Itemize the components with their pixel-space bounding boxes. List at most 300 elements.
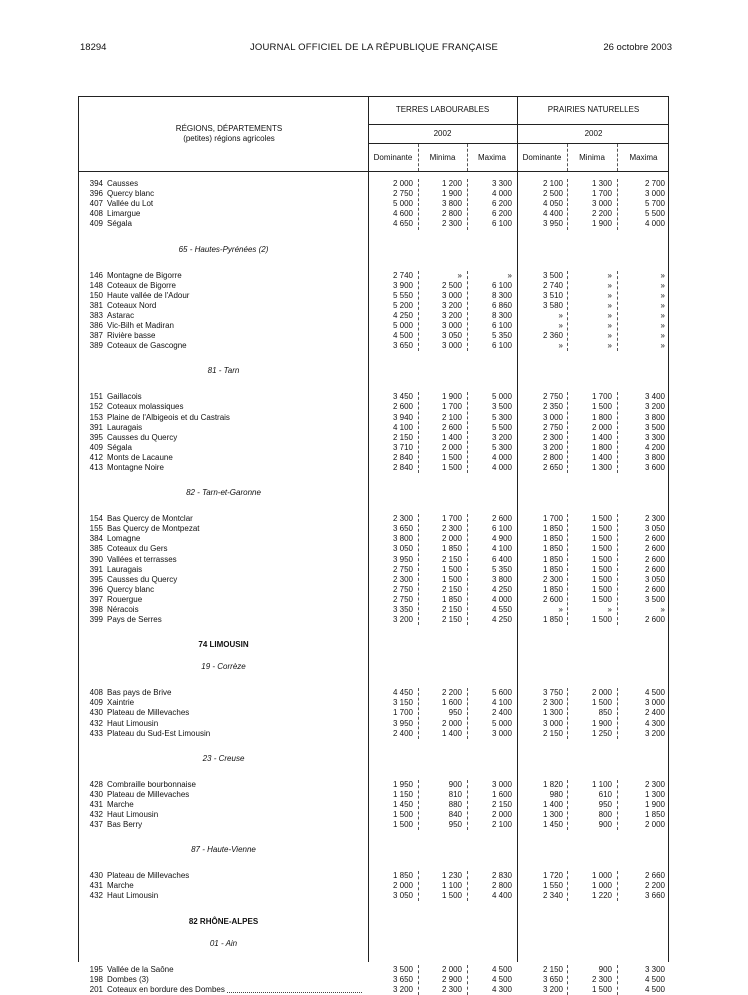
region-code: 398 xyxy=(89,605,103,614)
region-code: 391 xyxy=(89,422,103,432)
table-row xyxy=(79,392,670,402)
region-name: Vic-Bilh et Madiran xyxy=(107,321,362,331)
terres-maxima-value: 4 250 xyxy=(491,615,512,625)
table-row xyxy=(79,698,670,708)
col-header-dominante: Dominante xyxy=(522,153,562,162)
terres-dominante-value: 1 450 xyxy=(392,799,413,809)
table-row xyxy=(79,179,670,189)
region-name: Coteaux de Gascogne xyxy=(107,341,362,351)
terres-maxima-value: 2 100 xyxy=(491,820,512,830)
terres-dominante-value: 3 050 xyxy=(392,891,413,901)
issue-date: 26 octobre 2003 xyxy=(603,42,672,53)
terres-maxima-value: 4 500 xyxy=(491,974,512,984)
prairies-minima-value: 1 500 xyxy=(591,554,612,564)
prairies-minima-value: 2 000 xyxy=(591,688,612,698)
terres-dominante-value: 3 710 xyxy=(392,442,413,452)
prairies-maxima-value: 3 400 xyxy=(644,392,665,402)
terres-dominante-value: 3 450 xyxy=(392,392,413,402)
prairies-minima-value: 1 800 xyxy=(591,412,612,422)
prairies-minima-value: 1 500 xyxy=(591,584,612,594)
prairies-minima-value: 1 400 xyxy=(591,452,612,462)
prairies-maxima-value: » xyxy=(660,331,665,341)
subcol-divider xyxy=(418,871,419,901)
table-row xyxy=(79,524,670,534)
subcol-divider xyxy=(567,871,568,901)
prairies-dominante-value: 1 850 xyxy=(542,584,563,594)
subcol-divider xyxy=(467,965,468,995)
terres-dominante-value: 3 650 xyxy=(392,341,413,351)
terres-maxima-value: 4 550 xyxy=(491,605,512,614)
terres-minima-value: 840 xyxy=(448,810,462,819)
prairies-dominante-value: 1 700 xyxy=(542,514,563,524)
region-code: 383 xyxy=(89,310,103,320)
subcol-divider xyxy=(467,179,468,230)
terres-dominante-value: 3 200 xyxy=(392,984,413,994)
table-row xyxy=(79,575,670,585)
region-code: 195 xyxy=(89,964,103,974)
terres-maxima-value: 4 400 xyxy=(491,891,512,901)
prairies-maxima-value: » xyxy=(660,605,665,614)
prairies-maxima-value: » xyxy=(660,290,665,300)
prairies-minima-value: 1 500 xyxy=(591,984,612,994)
prairies-minima-value: » xyxy=(607,341,612,351)
prairies-dominante-value: 1 720 xyxy=(542,871,563,881)
terres-minima-value: 3 000 xyxy=(441,321,462,330)
prairies-minima-value: 900 xyxy=(598,964,612,974)
prairies-maxima-value: 4 300 xyxy=(644,718,665,728)
prairies-minima-value: 3 000 xyxy=(591,199,612,209)
subcol-divider xyxy=(567,271,568,352)
prairies-minima-value: 1 500 xyxy=(591,534,612,544)
prairies-maxima-value: 3 000 xyxy=(644,189,665,199)
terres-minima-value: 2 000 xyxy=(441,442,462,452)
terres-maxima-value: 3 500 xyxy=(491,402,512,412)
prairies-maxima-value: 2 600 xyxy=(644,584,665,594)
terres-minima-value: 2 900 xyxy=(441,974,462,984)
subcol-divider xyxy=(617,965,618,995)
prairies-dominante-value: 3 580 xyxy=(542,300,563,310)
department-heading: 82 - Tarn-et-Garonne xyxy=(186,488,261,498)
region-name: Plateau du Sud-Est Limousin xyxy=(107,729,362,739)
region-name: Causses du Quercy xyxy=(107,575,362,585)
prairies-dominante-value: 980 xyxy=(549,789,563,799)
region-code: 431 xyxy=(89,799,103,809)
region-code: 412 xyxy=(89,452,103,462)
terres-maxima-value: 4 250 xyxy=(491,584,512,594)
prairies-dominante-value: 1 850 xyxy=(542,544,563,554)
prairies-dominante-value: 1 550 xyxy=(542,881,563,891)
table-row xyxy=(79,975,670,985)
region-name: Dombes (3) xyxy=(107,975,362,985)
table-row xyxy=(79,555,670,565)
terres-maxima-value: 5 300 xyxy=(491,412,512,422)
prairies-maxima-value: 3 300 xyxy=(644,964,665,974)
terres-maxima-value: 5 350 xyxy=(491,331,512,341)
terres-dominante-value: 4 650 xyxy=(392,219,413,229)
region-code: 198 xyxy=(89,974,103,984)
terres-maxima-value: 2 400 xyxy=(491,708,512,718)
table-row xyxy=(79,881,670,891)
table-row xyxy=(79,189,670,199)
prairies-minima-value: 1 300 xyxy=(591,463,612,472)
terres-minima-value: 3 000 xyxy=(441,290,462,300)
prairies-maxima-value: 5 700 xyxy=(644,199,665,209)
prairies-dominante-value: 3 200 xyxy=(542,984,563,994)
region-code: 151 xyxy=(89,392,103,402)
region-name: Haut Limousin xyxy=(107,810,362,820)
col-header-maxima: Maxima xyxy=(477,153,506,162)
prairies-maxima-value: 3 600 xyxy=(644,463,665,472)
terres-minima-value: 1 600 xyxy=(441,698,462,708)
terres-dominante-value: 2 750 xyxy=(392,189,413,199)
prairies-maxima-value: 3 000 xyxy=(644,698,665,708)
prairies-maxima-value: » xyxy=(660,280,665,290)
terres-maxima-value: 4 500 xyxy=(491,964,512,974)
terres-maxima-value: 4 100 xyxy=(491,544,512,554)
department-heading: 81 - Tarn xyxy=(207,366,240,376)
region-name: Causses xyxy=(107,179,362,189)
region-code: 201 xyxy=(89,984,103,994)
table-row xyxy=(79,534,670,544)
year-header: 2002 xyxy=(584,129,603,138)
region-name: Marche xyxy=(107,881,362,891)
region-code: 384 xyxy=(89,534,103,544)
terres-minima-value: 2 800 xyxy=(441,209,462,219)
prairies-minima-value: 1 250 xyxy=(591,728,612,738)
prairies-maxima-value: 2 660 xyxy=(644,871,665,881)
prairies-minima-value: 1 000 xyxy=(591,881,612,891)
prairies-maxima-value: 5 500 xyxy=(644,209,665,219)
terres-dominante-value: 5 200 xyxy=(392,300,413,310)
land-value-table xyxy=(78,96,669,994)
subcol-divider xyxy=(467,392,468,473)
prairies-dominante-value: 1 850 xyxy=(542,534,563,544)
prairies-minima-value: 1 500 xyxy=(591,544,612,554)
prairies-minima-value: 1 800 xyxy=(591,442,612,452)
prairies-maxima-value: » xyxy=(660,321,665,330)
terres-dominante-value: 3 900 xyxy=(392,280,413,290)
prairies-minima-value: 950 xyxy=(598,799,612,809)
region-name: Haut Limousin xyxy=(107,719,362,729)
table-row xyxy=(79,615,670,625)
terres-minima-value: 2 100 xyxy=(441,412,462,422)
terres-dominante-value: 5 000 xyxy=(392,321,413,330)
terres-maxima-value: 6 100 xyxy=(491,524,512,534)
region-code: 409 xyxy=(89,442,103,452)
terres-minima-value: 3 000 xyxy=(441,341,462,351)
region-heading: 74 LIMOUSIN xyxy=(198,640,249,650)
subcol-divider xyxy=(418,271,419,352)
region-code: 395 xyxy=(89,574,103,584)
prairies-dominante-value: 1 450 xyxy=(542,820,563,830)
region-name: Monts de Lacaune xyxy=(107,453,362,463)
terres-maxima-value: 4 000 xyxy=(491,463,512,472)
region-code: 409 xyxy=(89,219,103,229)
terres-maxima-value: 4 300 xyxy=(491,984,512,994)
terres-dominante-value: 3 050 xyxy=(392,544,413,554)
prairies-dominante-value: 3 750 xyxy=(542,688,563,698)
table-row xyxy=(79,790,670,800)
region-name: Vallée de la Saône xyxy=(107,965,362,975)
prairies-dominante-value: » xyxy=(558,605,563,614)
region-name: Astarac xyxy=(107,311,362,321)
department-heading: 01 - Ain xyxy=(209,938,238,948)
prairies-minima-value: » xyxy=(607,270,612,280)
terres-dominante-value: 2 740 xyxy=(392,270,413,280)
prairies-dominante-value: 1 820 xyxy=(542,779,563,789)
table-row xyxy=(79,514,670,524)
region-name: Ségala xyxy=(107,443,362,453)
prairies-dominante-value: 3 950 xyxy=(542,219,563,229)
region-code: 432 xyxy=(89,891,103,901)
terres-dominante-value: 1 500 xyxy=(392,810,413,819)
region-code: 408 xyxy=(89,209,103,219)
prairies-minima-value: 1 500 xyxy=(591,564,612,574)
department-heading: 23 - Creuse xyxy=(202,753,245,763)
region-name: Rouergue xyxy=(107,595,362,605)
region-code: 433 xyxy=(89,728,103,738)
terres-minima-value: 2 000 xyxy=(441,964,462,974)
terres-maxima-value: 5 300 xyxy=(491,442,512,452)
prairies-maxima-value: 2 300 xyxy=(644,779,665,789)
terres-maxima-value: 3 200 xyxy=(491,432,512,442)
table-row xyxy=(79,565,670,575)
prairies-dominante-value: 1 850 xyxy=(542,554,563,564)
terres-minima-value: 1 850 xyxy=(441,594,462,604)
prairies-maxima-value: 2 000 xyxy=(644,820,665,830)
terres-dominante-value: 2 750 xyxy=(392,594,413,604)
prairies-minima-value: 1 500 xyxy=(591,594,612,604)
terres-dominante-value: 3 650 xyxy=(392,524,413,534)
terres-dominante-value: 2 000 xyxy=(392,179,413,188)
region-name: Rivière basse xyxy=(107,331,362,341)
subcol-divider xyxy=(567,780,568,831)
table-row xyxy=(79,301,670,311)
terres-dominante-value: 2 400 xyxy=(392,728,413,738)
prairies-maxima-value: 3 500 xyxy=(644,422,665,432)
year-header: 2002 xyxy=(433,129,452,138)
terres-minima-value: 1 500 xyxy=(441,891,462,901)
prairies-maxima-value: 1 850 xyxy=(644,810,665,819)
prairies-maxima-value: 3 500 xyxy=(644,594,665,604)
table-row xyxy=(79,544,670,554)
prairies-maxima-value: » xyxy=(660,270,665,280)
prairies-dominante-value: 2 360 xyxy=(542,331,563,341)
prairies-maxima-value: » xyxy=(660,300,665,310)
terres-maxima-value: 6 200 xyxy=(491,199,512,209)
table-row xyxy=(79,605,670,615)
prairies-dominante-value: 2 750 xyxy=(542,392,563,402)
table-row xyxy=(79,413,670,423)
terres-maxima-value: 3 000 xyxy=(491,779,512,789)
group-header-prairies: PRAIRIES NATURELLES xyxy=(547,105,640,114)
region-name: Limargue xyxy=(107,209,362,219)
region-name: Bas Berry xyxy=(107,820,362,830)
region-name: Lomagne xyxy=(107,534,362,544)
subcol-divider xyxy=(467,871,468,901)
region-name: Plaine de l'Albigeois et du Castrais xyxy=(107,413,362,423)
terres-minima-value: » xyxy=(457,270,462,280)
row-header-label: RÉGIONS, DÉPARTEMENTS xyxy=(175,124,283,133)
terres-minima-value: 1 700 xyxy=(441,402,462,412)
terres-dominante-value: 4 100 xyxy=(392,422,413,432)
region-name: Lauragais xyxy=(107,423,362,433)
terres-minima-value: 1 850 xyxy=(441,544,462,554)
prairies-minima-value: 2 000 xyxy=(591,422,612,432)
prairies-dominante-value: 2 300 xyxy=(542,432,563,442)
terres-dominante-value: 4 500 xyxy=(392,331,413,341)
prairies-dominante-value: 1 850 xyxy=(542,524,563,534)
prairies-maxima-value: 2 600 xyxy=(644,534,665,544)
region-name: Plateau de Millevaches xyxy=(107,790,362,800)
prairies-maxima-value: 4 500 xyxy=(644,974,665,984)
terres-dominante-value: 3 200 xyxy=(392,615,413,625)
prairies-maxima-value: 4 500 xyxy=(644,984,665,994)
terres-dominante-value: 3 500 xyxy=(392,964,413,974)
subcol-divider xyxy=(418,514,419,625)
region-name: Plateau de Millevaches xyxy=(107,871,362,881)
header-rule xyxy=(79,171,668,172)
terres-dominante-value: 2 150 xyxy=(392,432,413,442)
table-row xyxy=(79,219,670,229)
subcol-divider xyxy=(418,179,419,230)
terres-minima-value: 1 500 xyxy=(441,564,462,574)
subcol-divider xyxy=(567,179,568,230)
prairies-dominante-value: 1 850 xyxy=(542,615,563,625)
prairies-minima-value: 1 500 xyxy=(591,698,612,708)
prairies-maxima-value: 4 500 xyxy=(644,688,665,698)
terres-dominante-value: 3 350 xyxy=(392,605,413,614)
region-name: Causses du Quercy xyxy=(107,433,362,443)
terres-maxima-value: 3 000 xyxy=(491,728,512,738)
terres-minima-value: 2 000 xyxy=(441,534,462,544)
terres-minima-value: 1 100 xyxy=(441,881,462,891)
terres-minima-value: 2 300 xyxy=(441,524,462,534)
terres-minima-value: 950 xyxy=(448,820,462,830)
terres-minima-value: 1 900 xyxy=(441,392,462,402)
region-name: Bas Quercy de Montpezat xyxy=(107,524,362,534)
region-code: 381 xyxy=(89,300,103,310)
region-code: 396 xyxy=(89,584,103,594)
prairies-maxima-value: 2 200 xyxy=(644,881,665,891)
prairies-dominante-value: 2 300 xyxy=(542,574,563,584)
prairies-maxima-value: 3 800 xyxy=(644,452,665,462)
region-name: Coteaux du Gers xyxy=(107,544,362,554)
prairies-dominante-value: 2 150 xyxy=(542,728,563,738)
terres-maxima-value: 5 600 xyxy=(491,688,512,698)
terres-minima-value: 3 800 xyxy=(441,199,462,209)
terres-dominante-value: 5 550 xyxy=(392,290,413,300)
region-name: Quercy blanc xyxy=(107,585,362,595)
terres-minima-value: 3 200 xyxy=(441,310,462,320)
prairies-minima-value: » xyxy=(607,280,612,290)
prairies-dominante-value: 2 800 xyxy=(542,452,563,462)
subcol-divider xyxy=(617,871,618,901)
prairies-dominante-value: 3 000 xyxy=(542,718,563,728)
prairies-dominante-value: 1 850 xyxy=(542,564,563,574)
table-row xyxy=(79,281,670,291)
prairies-minima-value: 1 100 xyxy=(591,779,612,789)
terres-maxima-value: 8 300 xyxy=(491,310,512,320)
prairies-minima-value: 900 xyxy=(598,820,612,830)
terres-dominante-value: 1 850 xyxy=(392,871,413,881)
prairies-maxima-value: » xyxy=(660,310,665,320)
terres-minima-value: 1 500 xyxy=(441,452,462,462)
prairies-dominante-value: 2 740 xyxy=(542,280,563,290)
prairies-dominante-value: » xyxy=(558,341,563,351)
prairies-minima-value: » xyxy=(607,605,612,614)
prairies-maxima-value: 3 050 xyxy=(644,574,665,584)
prairies-minima-value: 1 700 xyxy=(591,189,612,199)
terres-dominante-value: 1 950 xyxy=(392,779,413,789)
table-row xyxy=(79,209,670,219)
prairies-dominante-value: 2 650 xyxy=(542,463,563,472)
region-code: 431 xyxy=(89,881,103,891)
prairies-minima-value: » xyxy=(607,290,612,300)
subcol-divider xyxy=(567,392,568,473)
terres-minima-value: 2 200 xyxy=(441,688,462,698)
col-header-minima: Minima xyxy=(429,153,456,162)
prairies-maxima-value: 2 300 xyxy=(644,514,665,524)
region-code: 437 xyxy=(89,820,103,830)
terres-minima-value: 1 500 xyxy=(441,574,462,584)
subcol-divider xyxy=(617,179,618,230)
region-name: Coteaux en bordure des Dombes xyxy=(107,985,362,995)
prairies-dominante-value: 3 000 xyxy=(542,412,563,422)
terres-minima-value: 3 050 xyxy=(441,331,462,341)
terres-minima-value: 2 150 xyxy=(441,584,462,594)
terres-maxima-value: 4 000 xyxy=(491,189,512,199)
group-header-terres: TERRES LABOURABLES xyxy=(395,105,490,114)
prairies-dominante-value: 2 350 xyxy=(542,402,563,412)
region-name: Haute vallée de l'Adour xyxy=(107,291,362,301)
region-code: 413 xyxy=(89,463,103,472)
region-name: Néracois xyxy=(107,605,362,615)
prairies-maxima-value: 2 700 xyxy=(644,179,665,188)
col-header-maxima: Maxima xyxy=(629,153,658,162)
prairies-maxima-value: » xyxy=(660,341,665,351)
terres-minima-value: 1 500 xyxy=(441,463,462,472)
region-name: Combraille bourbonnaise xyxy=(107,780,362,790)
prairies-dominante-value: 4 400 xyxy=(542,209,563,219)
terres-minima-value: 1 200 xyxy=(441,179,462,188)
header-rule xyxy=(368,143,668,144)
table-row xyxy=(79,199,670,209)
table-row xyxy=(79,708,670,718)
region-code: 386 xyxy=(89,321,103,330)
prairies-minima-value: 610 xyxy=(598,789,612,799)
terres-maxima-value: 6 100 xyxy=(491,321,512,330)
table-row xyxy=(79,321,670,331)
prairies-dominante-value: 1 400 xyxy=(542,799,563,809)
prairies-dominante-value: 2 750 xyxy=(542,422,563,432)
terres-dominante-value: 1 700 xyxy=(392,708,413,718)
subcol-divider xyxy=(418,392,419,473)
prairies-minima-value: 850 xyxy=(598,708,612,718)
subcol-divider xyxy=(467,780,468,831)
terres-minima-value: 2 600 xyxy=(441,422,462,432)
prairies-minima-value: 1 500 xyxy=(591,574,612,584)
prairies-maxima-value: 1 300 xyxy=(644,789,665,799)
terres-maxima-value: 6 100 xyxy=(491,219,512,229)
journal-title: JOURNAL OFFICIEL DE LA RÉPUBLIQUE FRANÇAISE xyxy=(249,42,499,53)
subcol-divider xyxy=(617,392,618,473)
table-row xyxy=(79,729,670,739)
region-name: Bas pays de Brive xyxy=(107,688,362,698)
terres-maxima-value: 4 100 xyxy=(491,698,512,708)
terres-maxima-value: 2 830 xyxy=(491,871,512,881)
terres-maxima-value: » xyxy=(507,270,512,280)
